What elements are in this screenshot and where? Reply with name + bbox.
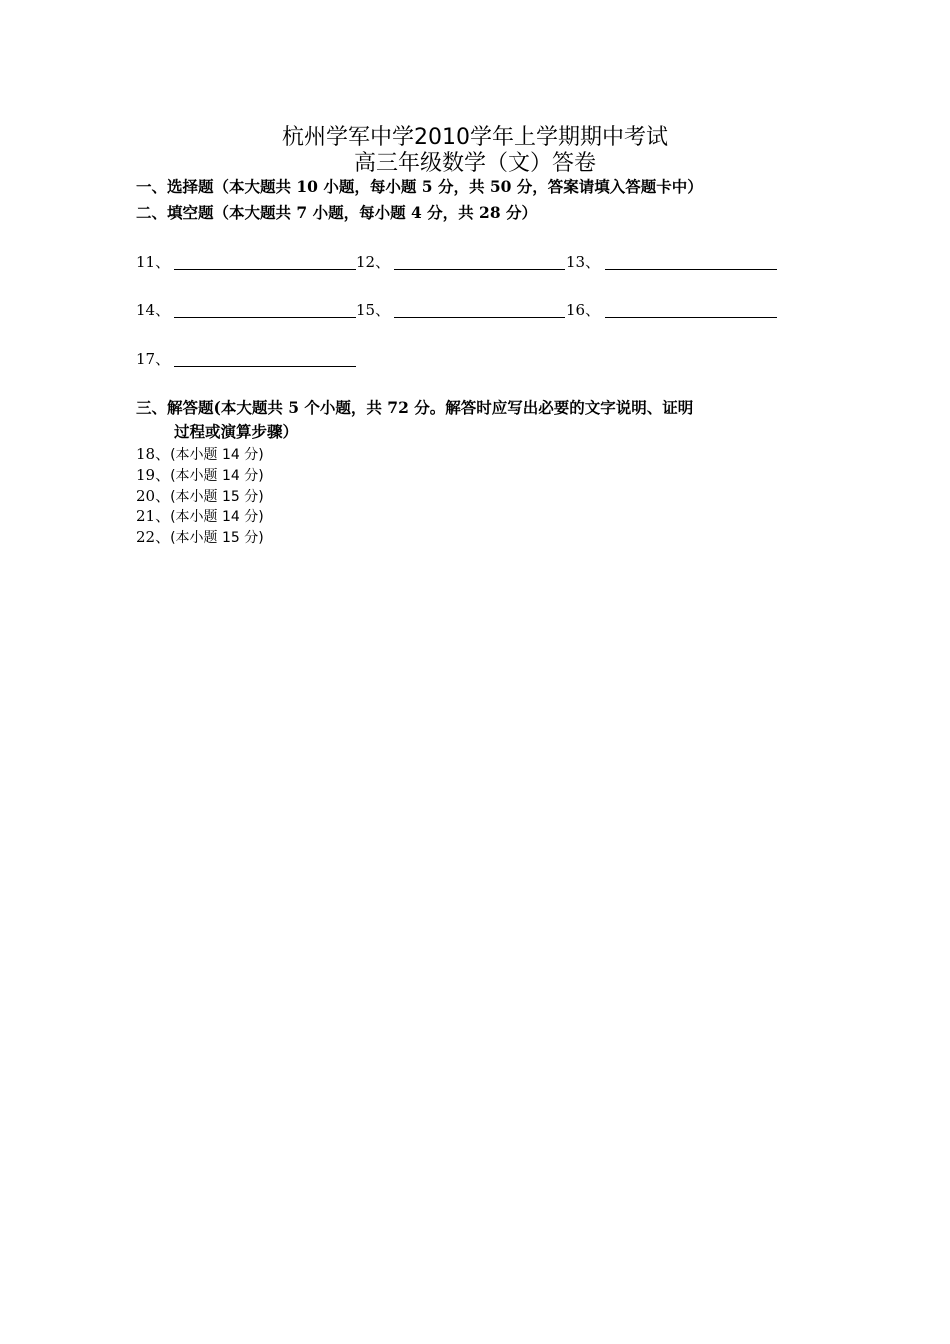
- answer-blank-line[interactable]: [174, 366, 356, 367]
- question-points: (本小题 14 分): [170, 468, 264, 484]
- answer-blank-line[interactable]: [174, 269, 356, 270]
- fill-blank-item-14: [136, 298, 170, 322]
- fill-blank-number: 11、: [136, 253, 171, 271]
- question-number: 22、: [136, 528, 171, 546]
- question-number: 21、: [136, 507, 171, 525]
- fill-blank-item-12: [356, 250, 390, 274]
- fill-blank-number: 12、: [356, 253, 391, 271]
- answer-blank-line[interactable]: [394, 269, 565, 270]
- answer-blank-line[interactable]: [394, 317, 565, 318]
- question-20: [136, 486, 264, 507]
- fill-blank-item-15: [356, 298, 390, 322]
- question-points: (本小题 14 分): [170, 447, 264, 463]
- exam-subtitle: 高三年级数学（文）答卷: [353, 151, 596, 176]
- question-number: 20、: [136, 487, 171, 505]
- fill-blank-number: 16、: [566, 301, 601, 319]
- question-number: 19、: [136, 466, 171, 484]
- question-22: [136, 527, 264, 548]
- question-18: [136, 444, 264, 465]
- fill-blank-number: 17、: [136, 350, 171, 368]
- fill-blank-item-11: [136, 250, 170, 274]
- fill-blank-number: 15、: [356, 301, 391, 319]
- question-points: (本小题 15 分): [170, 530, 264, 546]
- question-21: [136, 506, 264, 527]
- section-fill-heading: 二、填空题（本大题共 7 小题，每小题 4 分，共 28 分）: [136, 203, 538, 222]
- fill-blank-number: 13、: [566, 253, 601, 271]
- exam-title: 杭州学军中学2010学年上学期期中考试: [282, 125, 668, 150]
- fill-blank-item-17: [136, 347, 170, 371]
- fill-blank-item-16: [566, 298, 600, 322]
- question-points: (本小题 14 分): [170, 509, 264, 525]
- answer-blank-line[interactable]: [174, 317, 356, 318]
- question-points: (本小题 15 分): [170, 489, 264, 505]
- answer-blank-line[interactable]: [605, 317, 777, 318]
- section-choice-heading: 一、选择题（本大题共 10 小题，每小题 5 分，共 50 分，答案请填入答题卡中）: [136, 177, 703, 196]
- fill-blank-item-13: [566, 250, 600, 274]
- section-answer-heading: 三、解答题(本大题共 5 个小题，共 72 分。解答时应写出必要的文字说明、证明: [136, 398, 694, 417]
- question-19: [136, 465, 264, 486]
- fill-blank-number: 14、: [136, 301, 171, 319]
- question-number: 18、: [136, 445, 171, 463]
- section-answer-heading-continued: 过程或演算步骤）: [174, 422, 299, 441]
- answer-blank-line[interactable]: [605, 269, 777, 270]
